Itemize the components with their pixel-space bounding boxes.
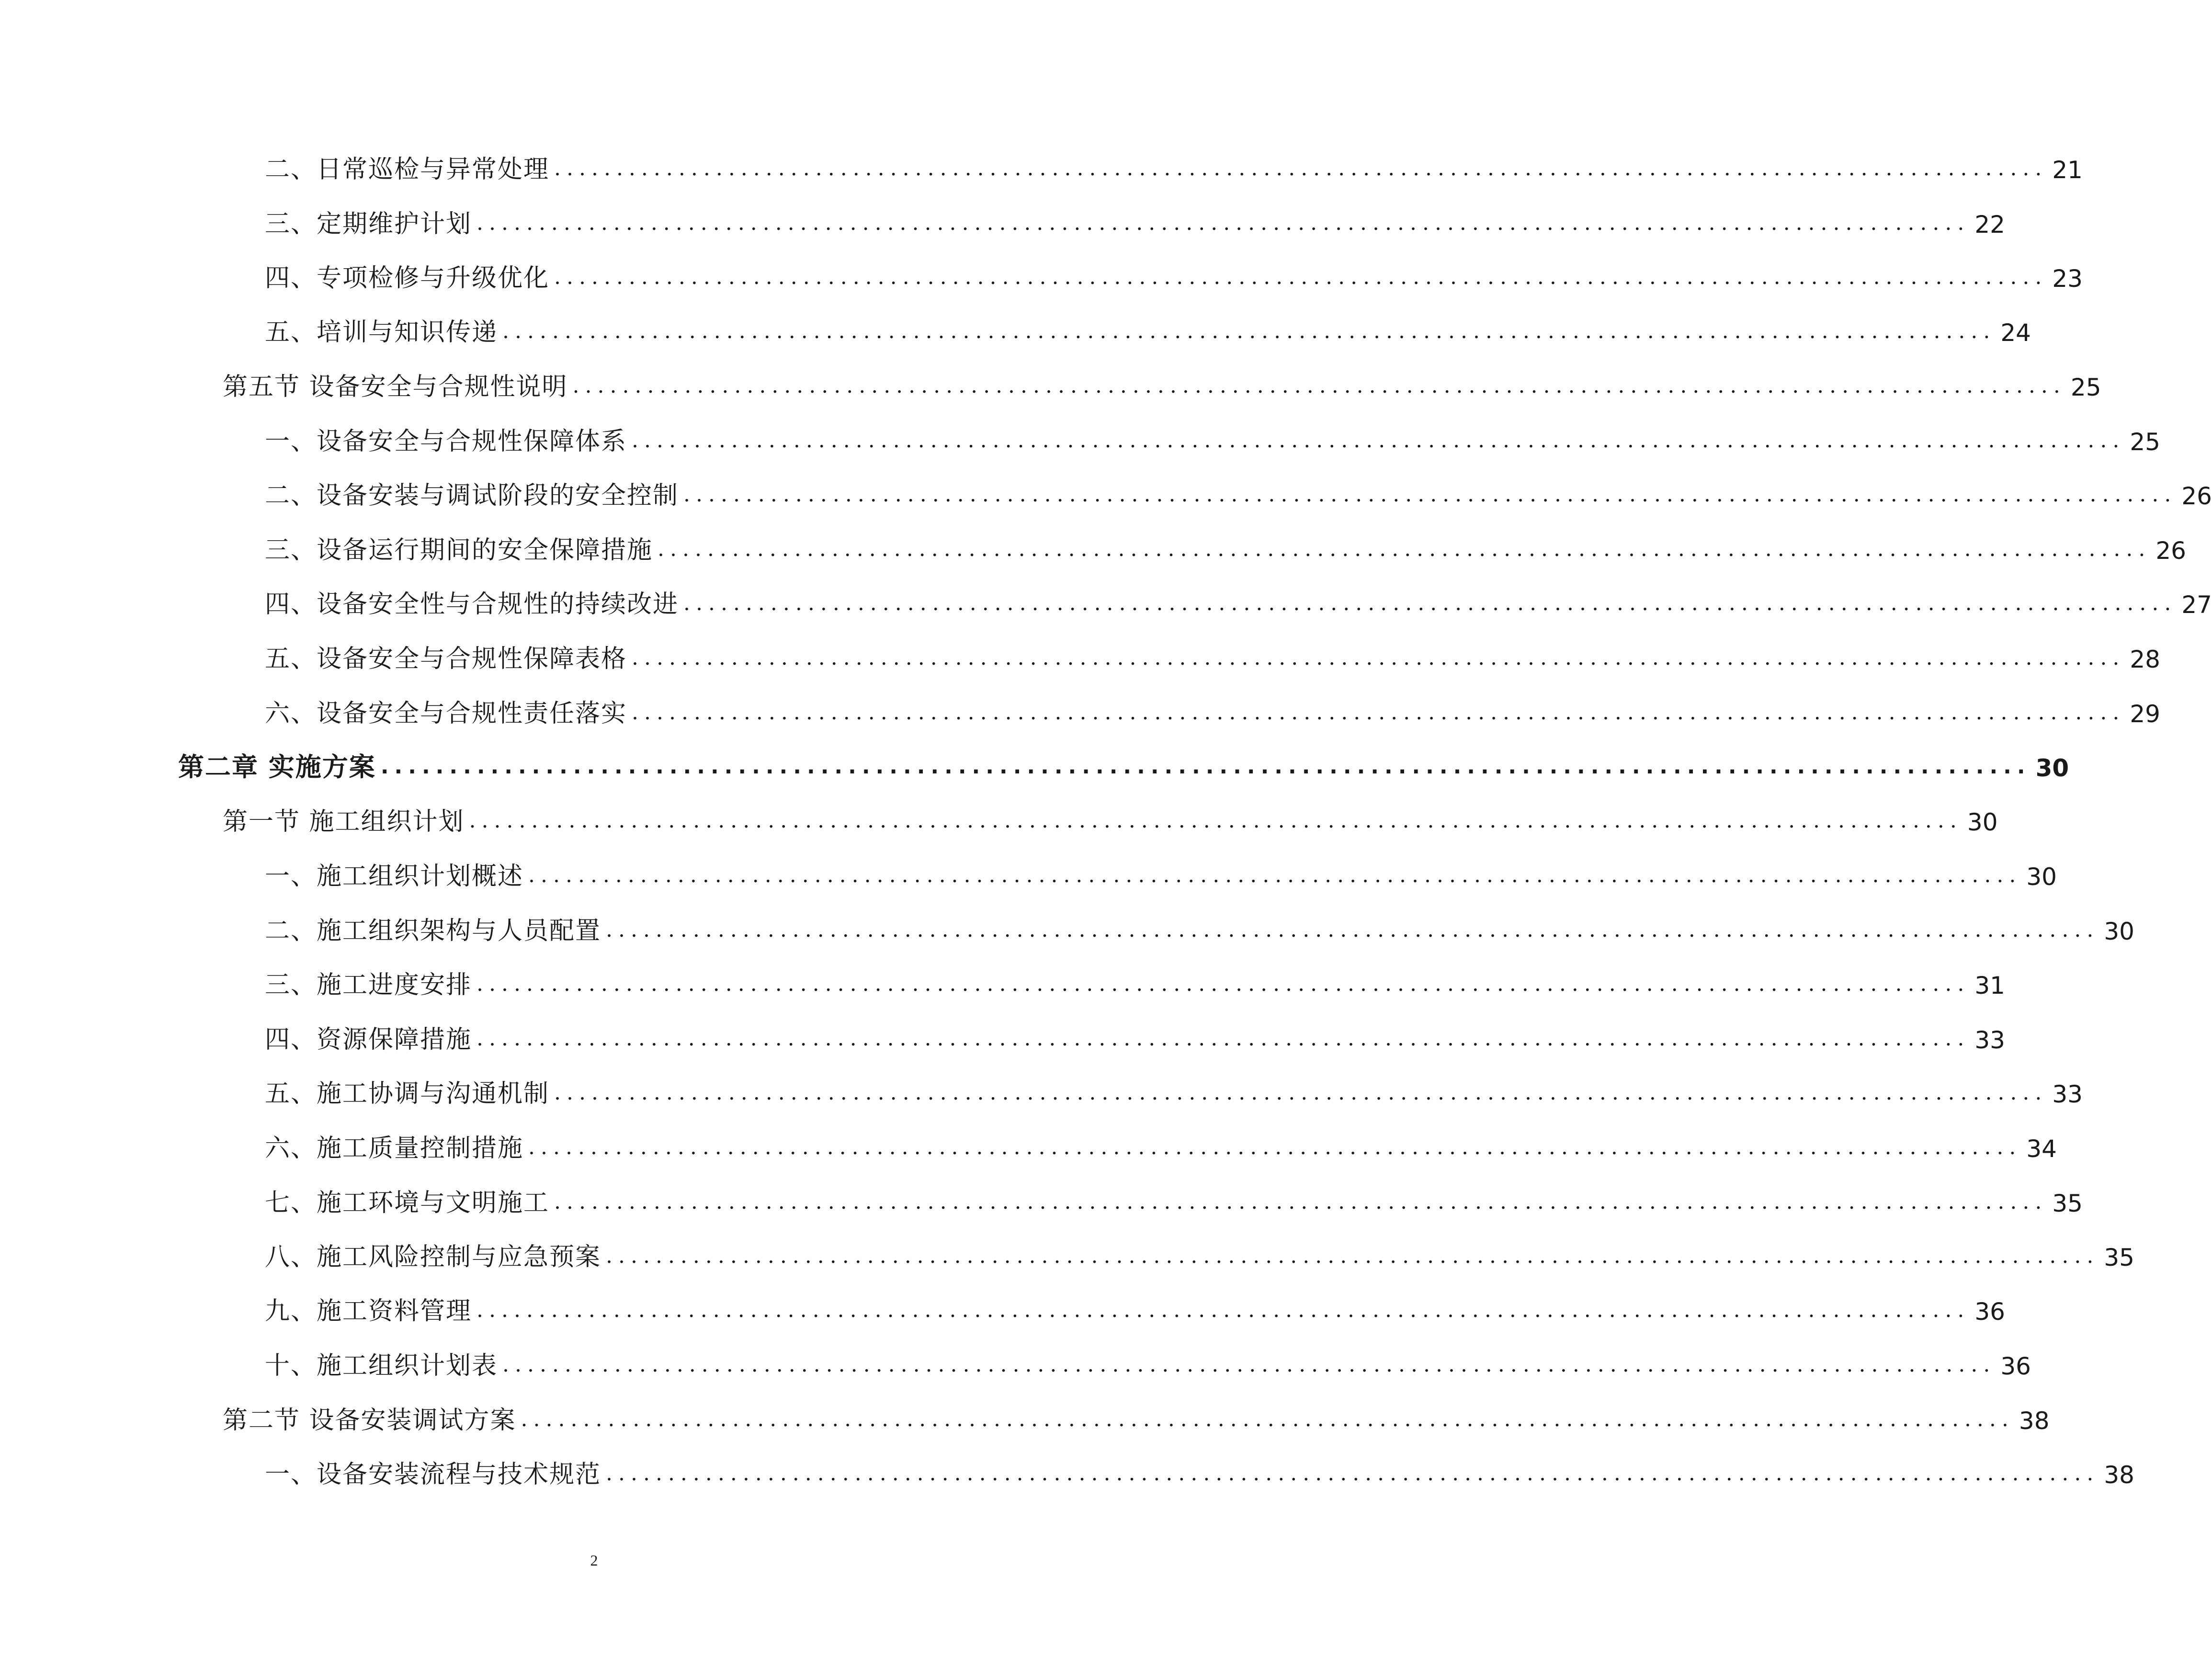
toc-entry[interactable] [265,851,2057,891]
toc-entry-page: 30 [1967,808,1998,836]
page-number: 2 [590,1552,598,1569]
toc-entry-title: 六、施工质量控制措施 [265,1134,524,1163]
toc-entry[interactable] [265,1340,2031,1380]
toc-entry[interactable] [265,688,2160,728]
toc-entry[interactable] [265,1123,2057,1163]
toc-dot-leader: ........................................................................................................................ [476,1026,1970,1051]
toc-dot-leader: ........................................................................................................................ [380,754,2031,779]
toc-entry-title: 一、设备安装流程与技术规范 [265,1460,601,1489]
toc-dot-leader: ........................................................................................................................ [528,863,2022,887]
toc-dot-leader: ........................................................................................................................ [502,1352,1996,1377]
toc-entry-page: 25 [2070,374,2101,401]
toc-dot-leader: ........................................................................................................................ [606,918,2099,942]
toc-entry[interactable] [265,144,2083,184]
toc-dot-leader: ........................................................................................................................ [554,265,2048,289]
toc-dot-leader: ........................................................................................................................ [572,374,2066,398]
toc-dot-leader: ........................................................................................................................ [502,319,1996,343]
toc-entry-title: 第五节 设备安全与合规性说明 [223,373,568,401]
toc-dot-leader: ........................................................................................................................ [554,156,2048,181]
toc-dot-leader: ........................................................................................................................ [632,428,2125,453]
toc-entry[interactable] [265,905,2134,945]
toc-entry-page: 25 [2130,428,2160,456]
toc-entry-page: 28 [2130,646,2160,673]
toc-entry-page: 33 [2052,1080,2083,1108]
toc-dot-leader: ........................................................................................................................ [476,211,1970,235]
toc-entry[interactable] [265,579,2212,619]
toc-dot-leader: ........................................................................................................................ [683,591,2177,615]
toc-entry-page: 35 [2104,1244,2134,1271]
toc-entry-title: 二、设备安装与调试阶段的安全控制 [265,481,679,510]
toc-entry[interactable] [265,306,2031,347]
toc-entry-title: 二、施工组织架构与人员配置 [265,917,601,945]
toc-entry-title: 五、培训与知识传递 [265,318,498,347]
toc-entry-title: 八、施工风险控制与应急预案 [265,1243,601,1271]
toc-entry-title: 三、定期维护计划 [265,210,472,238]
toc-dot-leader: ........................................................................................................................ [632,646,2125,670]
toc-entry-page: 36 [2000,1352,2031,1380]
toc-entry[interactable] [265,416,2160,456]
toc-entry-page: 30 [2104,918,2134,945]
toc-entry-title: 一、设备安全与合规性保障体系 [265,427,627,456]
toc-entry[interactable] [223,1395,2050,1435]
toc-entry-page: 29 [2130,700,2160,728]
toc-dot-leader: ........................................................................................................................ [606,1461,2099,1486]
toc-dot-leader: ........................................................................................................................ [606,1244,2099,1268]
toc-entry-title: 十、施工组织计划表 [265,1351,498,1380]
toc-dot-leader: ........................................................................................................................ [554,1190,2048,1214]
toc-dot-leader: ........................................................................................................................ [554,1080,2048,1105]
toc-entry-page: 38 [2019,1407,2050,1435]
toc-entry-page: 36 [1974,1298,2005,1326]
toc-dot-leader: ........................................................................................................................ [658,537,2151,561]
toc-entry-chapter[interactable] [178,742,2069,782]
toc-entry-title: 五、施工协调与沟通机制 [265,1079,550,1108]
toc-entry-page: 35 [2052,1190,2083,1217]
toc-entry-title: 三、施工进度安排 [265,971,472,999]
toc-entry[interactable] [223,796,1998,836]
toc-entry[interactable] [223,361,2101,401]
toc-entry-page: 34 [2026,1135,2057,1163]
toc-entry[interactable] [265,1177,2083,1217]
toc-entry-page: 31 [1974,972,2005,999]
toc-entry[interactable] [265,1449,2134,1489]
toc-entry-title: 三、设备运行期间的安全保障措施 [265,536,653,565]
toc-entry-page: 30 [2026,863,2057,891]
toc-entry-page: 23 [2052,265,2083,293]
toc-entry-title: 二、日常巡检与异常处理 [265,155,550,184]
toc-dot-leader: ........................................................................................................................ [528,1135,2022,1159]
toc-entry-page: 26 [2181,482,2212,510]
toc-entry-title: 一、施工组织计划概述 [265,862,524,891]
toc-entry-title: 九、施工资料管理 [265,1297,472,1326]
toc-entry-page: 22 [1974,211,2005,238]
toc-entry-page: 30 [2035,754,2069,782]
toc-entry-page: 38 [2104,1461,2134,1489]
toc-entry-title: 第二节 设备安装调试方案 [223,1406,516,1435]
toc-entry-title: 四、资源保障措施 [265,1025,472,1054]
toc-entry-page: 21 [2052,156,2083,184]
toc-dot-leader: ........................................................................................................................ [521,1407,2014,1431]
toc-dot-leader: ........................................................................................................................ [683,482,2177,507]
toc-entry[interactable] [265,252,2083,293]
toc-entry-title: 四、专项检修与升级优化 [265,264,550,293]
toc-entry-title: 五、设备安全与合规性保障表格 [265,645,627,673]
toc-dot-leader: ........................................................................................................................ [632,700,2125,725]
toc-entry-title: 四、设备安全性与合规性的持续改进 [265,590,679,619]
toc-dot-leader: ........................................................................................................................ [476,1298,1970,1322]
toc-entry-title: 六、设备安全与合规性责任落实 [265,699,627,728]
toc-entry[interactable] [265,1068,2083,1108]
toc-entry[interactable] [265,959,2005,999]
toc-entry[interactable] [265,524,2186,565]
toc-entry[interactable] [265,1285,2005,1326]
toc-entry[interactable] [265,470,2212,510]
toc-entry[interactable] [265,633,2160,673]
toc-dot-leader: ........................................................................................................................ [469,808,1962,833]
toc-dot-leader: ........................................................................................................................ [476,972,1970,996]
toc-entry-page: 27 [2181,591,2212,619]
toc-entry-title: 第一节 施工组织计划 [223,807,465,836]
toc-entry-page: 26 [2155,537,2186,565]
toc-entry-title: 七、施工环境与文明施工 [265,1189,550,1217]
toc-entry-page: 33 [1974,1026,2005,1054]
toc-entry-title: 第二章 实施方案 [178,752,376,782]
toc-entry[interactable] [265,1231,2134,1271]
toc-entry-page: 24 [2000,319,2031,347]
toc-entry[interactable] [265,1014,2005,1054]
toc-entry[interactable] [265,198,2005,238]
